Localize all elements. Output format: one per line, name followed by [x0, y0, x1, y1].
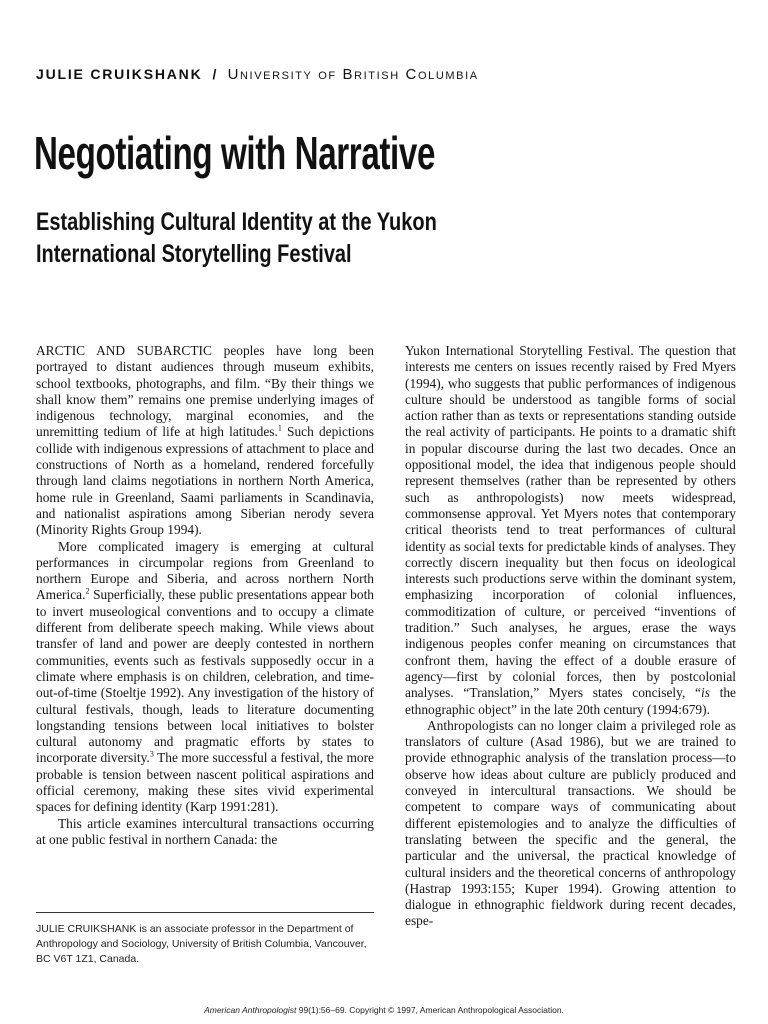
text-run: Such depictions collide with indigenous expressions of attachment to place and constructions of North as a homeland, rendered forcefully through land claims negotiations in northern North America, home rule in Greenland, Saami parliaments in Scandinavia, and nationalist aspirations among Siberian nerody severa (Minority Rights Group 1994). — [36, 424, 374, 538]
text-run: ARCTIC AND SUBARCTIC peoples have long been portrayed to distant audiences through museum exhibits, school textbooks, photographs, and film. “By their things we shall know them” remains one premise underlying images of indigenous technology, marginal economies, and the unremitting tedium of life at high latitudes. — [36, 343, 374, 440]
subtitle-line-2: International Storytelling Festival — [36, 240, 352, 268]
byline — [36, 66, 479, 83]
body-column-right — [405, 343, 736, 930]
journal-name: American Anthropologist — [204, 1005, 297, 1015]
author-name: JULIE CRUIKSHANK — [36, 66, 203, 82]
text-run: Superficially, these public presentations appear both to invert museological conventions and to occupy a climate different from deliberate speech making. While views about transfer of land and power are deeply contested in northern communities, events such as festivals supposedly occur in a climate where emphasis is on children, celebration, and time-out-of-time (Stoeltje 1992). Any investigation of the history of cultural festivals, though, leads to literature documenting longstanding tensions between local initiatives to bolster cultural autonomy and pragmatic efforts by states to incorporate diversity. — [36, 587, 374, 766]
author-affiliation: University of British Columbia — [227, 66, 479, 83]
paragraph: This article examines intercultural transactions occurring at one public festival in northern Canada: the — [36, 815, 374, 847]
article-subtitle — [36, 206, 437, 270]
paragraph — [36, 343, 374, 539]
text-run: the ethnographic object” in the late 20th century (1994:679). — [405, 685, 736, 717]
paragraph — [405, 343, 736, 718]
citation: 99(1):56–69. Copyright © 1997, American Anthropological Association. — [296, 1005, 564, 1015]
article-title: Negotiating with Narrative — [34, 127, 436, 179]
byline-separator: / — [212, 66, 218, 82]
body-column-left — [36, 343, 374, 848]
footnote-marker: 1 — [277, 424, 282, 434]
footnote-divider — [36, 912, 374, 913]
text-run: Yukon International Storytelling Festival. The question that interests me centers on issues recently raised by Fred Myers (1994), who suggests that public performances of indigenous culture should be understood as tangible forms of social action rather than as texts or representations standing outside the real activity of participants. He points to a dramatic shift in popular discourse during the last two decades. Once an oppositional model, the idea that indigenous people should represent themselves (rather than be represented by others such as anthropologists) now meets widespread, commonsense approval. Yet Myers notes that contemporary critical theorists tend to treat performances of cultural identity as social texts for predictable kinds of analyses. They correctly discern inequality but then focus on ideological interests such productions serve within the dominant system, emphasizing incorporation of colonial influences, commoditization of culture, or perceived “inventions of tradition.” Such analyses, he argues, erase the ways indigenous peoples confer meaning on circumstances that confront them, having the effect of a double erasure of agency—first by colonial forces, then by postcolonial analyses. “Translation,” Myers states concisely, “ — [405, 343, 736, 701]
page-footer — [0, 1005, 768, 1015]
paragraph: Anthropologists can no longer claim a privileged role as translators of culture (Asad 1986), but we are trained to provide ethnographic analysis of the translation process—to observe how ideas about culture are publicly produced and conveyed in intercultural transactions. We should be competent to compare ways of communicating about different epistemologies and to analyze the difficulties of translating between the specific and the general, the particular and the universal, the practical knowledge of cultural insiders and the theoretical concerns of anthropology (Hastrap 1993:155; Kuper 1994). Growing attention to dialogue in ethnographic fieldwork during recent decades, espe- — [405, 717, 736, 929]
paragraph — [36, 539, 374, 816]
footnote-marker: 2 — [85, 586, 90, 596]
emphasis: is — [700, 685, 710, 701]
author-footnote: JULIE CRUIKSHANK is an associate professor in the Department of Anthropology and Sociology, University of British Columbia, Vancouver, BC V6T 1Z1, Canada. — [36, 923, 367, 965]
text-run: The more successful a festival, the more probable is tension between nascent political aspirations and official ceremony, making these sites vivid experimental spaces for defining identity (Karp 1991:281). — [36, 750, 374, 815]
text-run: More complicated imagery is emerging at cultural performances in circumpolar regions from Greenland to northern Europe and Siberia, and across northern North America. — [36, 538, 374, 603]
footnote-marker: 3 — [149, 749, 154, 759]
subtitle-line-1: Establishing Cultural Identity at the Yukon — [36, 208, 437, 236]
